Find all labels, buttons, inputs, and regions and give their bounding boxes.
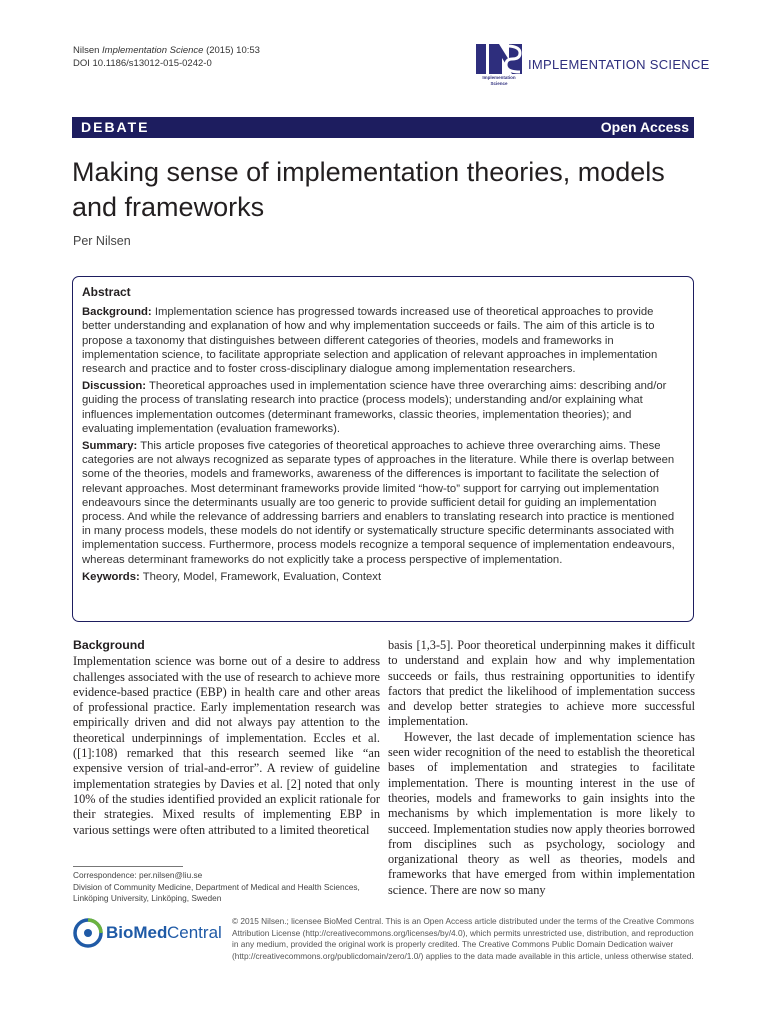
biomed-central-logo [73, 918, 223, 948]
body-paragraph: Implementation science was borne out of a desire to address challenges associated with the use of research to achieve more evidence-based practice (EBP) in health care and other areas of professional practice. Early implementation research was empirically driven and did not always pay attention to the theoretical underpinnings of implementation. Eccles et al. ([1]:108) remarked that this research seemed like “an expensive version of trial-and-error”. A review of guideline implementation strategies by Davies et al. [2] noted that only 10% of the studies identified provided an explicit rationale for their strategies. Mixed results of implementing EBP in various settings were often attributed to a limited theoretical [73, 654, 380, 837]
footnote-divider [73, 866, 183, 867]
article-type-label: DEBATE [81, 119, 150, 135]
citation-author: Nilsen [73, 45, 100, 56]
section-heading-background: Background [73, 638, 145, 652]
open-access-label: Open Access [600, 119, 689, 135]
abstract-summary [82, 439, 684, 567]
abstract-keywords [82, 570, 684, 584]
abstract-background [82, 305, 684, 376]
author-affiliation: Division of Community Medicine, Department of Medical and Health Sciences, Linköping University, Linköping, Sweden [73, 881, 360, 903]
abstract-section-label: Discussion: [82, 380, 147, 393]
article-author: Per Nilsen [73, 234, 131, 248]
journal-logo [476, 44, 726, 92]
body-paragraph: basis [1,3-5]. Poor theoretical underpinning makes it difficult to understand and explain how and why implementation succeeds or fails, thus restraining opportunities to identify factors that predict the likelihood of implementation success and develop better strategies to achieve more successful implementation. [388, 638, 695, 729]
abstract-section-text: Implementation science has progressed towards increased use of theoretical approaches to provide better understanding and explanation of how and why implementation succeeds or fails. The aim of this article is to propose a taxonomy that distinguishes between different categories of theories, models and frameworks in implementation science, to facilitate appropriate selection and application of relevant approaches in implementation research and practice and to foster cross-disciplinary dialogue among implementation researchers. [82, 306, 658, 376]
article-title: Making sense of implementation theories, models and frameworks [72, 157, 665, 222]
biomed-central-logo-icon [73, 918, 103, 948]
abstract-section-label: Summary: [82, 440, 138, 453]
abstract-box [72, 276, 694, 622]
citation-year-page: (2015) 10:53 [206, 45, 260, 56]
body-paragraph: However, the last decade of implementation science has seen wider recognition of the need to establish the theoretical bases of implementation and strategies to facilitate implementation. There is mounting interest in the use of theories, models and frameworks to gain insights into the mechanisms by which implementation is more likely to succeed. Implementation studies now apply theories borrowed from disciplines such as psychology, sociology and organizational theory as well as theories, models and frameworks that have emerged from within implementation science. There are now so many [388, 729, 695, 897]
article-type-banner [72, 117, 694, 138]
citation-journal: Implementation Science [102, 45, 204, 56]
correspondence-email[interactable]: Correspondence: per.nilsen@liu.se [73, 870, 203, 880]
abstract-section-text: This article proposes five categories of theoretical approaches to achieve three overarching aims. These categories are not always recognized as separate types of approaches in the literature. While there is overlap between some of the theories, models and frameworks, awareness of the differences is important to facilitate the selection of relevant approaches. Most determinant frameworks provide limited “how-to” support for carrying out implementation endeavours since the determinants usually are too generic to provide sufficient detail for guiding an implementation process. And while the relevance of addressing barriers and enablers to translating research into practice is mentioned in many process models, these models do not identify or systematically structure specific determinants associated with implementation success. Furthermore, process models recognize a temporal sequence of implementation endeavours, whereas determinant frameworks do not explicitly take a process perspective of implementation. [82, 440, 675, 566]
citation-line [73, 44, 260, 57]
implementation-science-logo-icon [476, 44, 522, 74]
abstract-section-text: Theory, Model, Framework, Evaluation, Context [142, 570, 382, 583]
footnote [73, 870, 373, 905]
logo-subtitle: Implementation Science [482, 75, 516, 86]
citation-block [73, 44, 260, 70]
abstract-section-text: Theoretical approaches used in implementation science have three overarching aims: describing and/or guiding the process of translating research into practice (process models); understanding and/or explaining what influences implementation outcomes (determinant frameworks, classic theories, implementation theories); and evaluating implementation (evaluation frameworks). [82, 380, 667, 435]
body-column-right [388, 638, 695, 898]
abstract-section-label: Keywords: [82, 570, 140, 583]
abstract-section-label: Background: [82, 306, 152, 319]
biomed-wordmark: BioMed [106, 923, 168, 942]
citation-doi[interactable]: DOI 10.1186/s13012-015-0242-0 [73, 58, 212, 69]
logo-journal-name: IMPLEMENTATION SCIENCE [528, 57, 710, 72]
body-column-left [73, 638, 380, 838]
central-wordmark: Central [167, 923, 222, 942]
abstract-heading: Abstract [82, 285, 131, 299]
license-statement: © 2015 Nilsen.; licensee BioMed Central. This is an Open Access article distributed under the terms of the Creative Commons Attribution License (http://creativecommons.org/licenses/by/4.0), which permits unrestricted use, distribution, and reproduction in any medium, provided the original work is properly credited. The Creative Commons Public Domain Dedication waiver (http://creativecommons.org/publicdomain/zero/1.0/) applies to the data made available in this article, unless otherwise stated. [232, 916, 695, 961]
abstract-discussion [82, 379, 684, 436]
